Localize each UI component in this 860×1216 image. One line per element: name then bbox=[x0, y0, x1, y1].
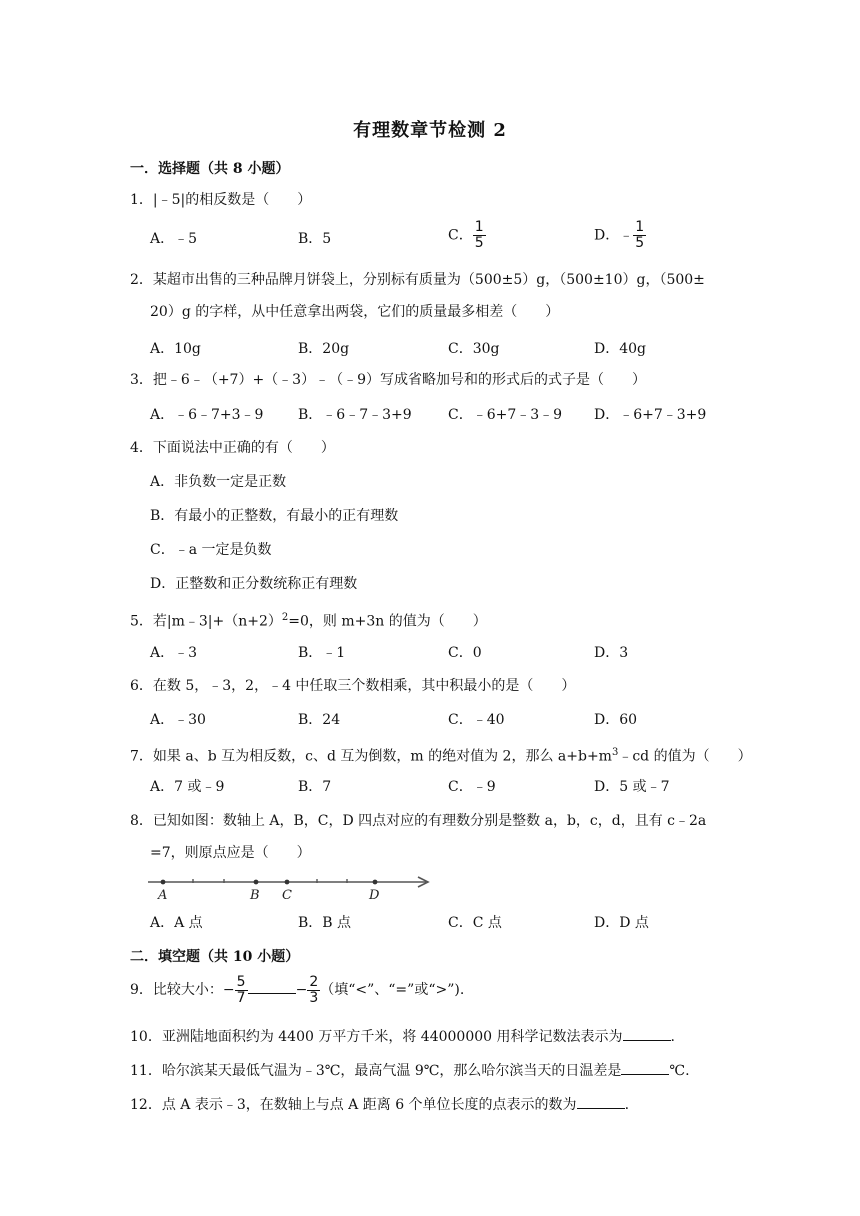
numerator: 1 bbox=[635, 219, 645, 235]
stem-end: . bbox=[624, 1097, 630, 1113]
option-b: B．﹣6﹣7﹣3+9 bbox=[298, 407, 412, 423]
option-a: A．﹣5 bbox=[150, 231, 198, 247]
point-d-label: D bbox=[369, 888, 380, 902]
option-d bbox=[594, 220, 646, 251]
question-7-stem bbox=[130, 743, 752, 767]
option-d: D．3 bbox=[594, 645, 629, 661]
question-2-line-2: 20）g 的字样，从中任意拿出两袋，它们的质量最多相差（ ） bbox=[150, 304, 560, 320]
option-c-prefix: C． bbox=[448, 227, 473, 244]
denominator: 5 bbox=[474, 235, 484, 251]
option-b: B．24 bbox=[298, 712, 341, 728]
question-11-stem bbox=[130, 1060, 690, 1081]
point-b-label: B bbox=[250, 888, 260, 902]
denominator: 7 bbox=[236, 989, 246, 1006]
question-8-line-1: 8．已知如图：数轴上 A，B，C，D 四点对应的有理数分别是整数 a，b，c，d，且有 c﹣2a bbox=[130, 813, 707, 829]
option-b: B．20g bbox=[298, 341, 350, 357]
question-5-stem bbox=[130, 608, 487, 632]
question-8-options bbox=[150, 912, 710, 934]
numerator: 2 bbox=[309, 973, 319, 990]
option-a: A．非负数一定是正数 bbox=[150, 474, 287, 490]
answer-blank[interactable] bbox=[623, 1026, 671, 1041]
question-1-options bbox=[150, 219, 710, 251]
denominator: 3 bbox=[309, 989, 319, 1006]
stem-text: 10．亚洲陆地面积约为 4400 万平方千米，将 44000000 用科学记数法表示为 bbox=[130, 1029, 623, 1045]
answer-blank[interactable] bbox=[248, 979, 296, 994]
option-c: C．0 bbox=[448, 645, 482, 661]
stem-end: . bbox=[670, 1029, 675, 1045]
numerator: 5 bbox=[236, 973, 246, 990]
option-c: C．﹣a 一定是负数 bbox=[150, 542, 272, 558]
fraction bbox=[633, 220, 646, 251]
stem-text: ﹣cd 的值为（ ） bbox=[618, 748, 752, 765]
section-heading-fill-in: 二．填空题（共 10 小题） bbox=[130, 949, 300, 965]
number-line-figure bbox=[146, 870, 436, 902]
option-c: C．﹣40 bbox=[448, 712, 505, 728]
minus-sign: − bbox=[222, 982, 235, 998]
question-4-stem: 4．下面说法中正确的有（ ） bbox=[130, 440, 335, 456]
option-a: A．A 点 bbox=[150, 915, 203, 931]
option-c: C．C 点 bbox=[448, 915, 502, 931]
question-1-stem: 1．|﹣5|的相反数是（ ） bbox=[130, 192, 312, 208]
question-10-stem bbox=[130, 1026, 675, 1047]
fraction-right bbox=[307, 975, 320, 1006]
question-3-options bbox=[150, 404, 710, 426]
stem-text: （填“<”、“=”或“>”). bbox=[320, 982, 465, 998]
option-a: A．﹣6﹣7+3﹣9 bbox=[150, 407, 264, 423]
denominator: 5 bbox=[635, 235, 645, 251]
minus-sign: − bbox=[295, 982, 308, 998]
option-c: C．30g bbox=[448, 341, 500, 357]
option-d: D．5 或﹣7 bbox=[594, 779, 670, 795]
stem-text: 11．哈尔滨某天最低气温为﹣3℃，最高气温 9℃，那么哈尔滨当天的日温差是 bbox=[130, 1063, 622, 1079]
exponent: 3 bbox=[611, 747, 619, 758]
option-b: B．5 bbox=[298, 231, 332, 247]
exponent: 2 bbox=[281, 612, 289, 623]
question-12-stem bbox=[130, 1094, 629, 1115]
page-title: 有理数章节检测 2 bbox=[353, 120, 507, 141]
question-8-line-2: =7，则原点应是（ ） bbox=[150, 845, 311, 861]
option-b: B．﹣1 bbox=[298, 645, 346, 661]
question-2-line-1: 2．某超市出售的三种品牌月饼袋上，分别标有质量为（500±5）g，（500±10）g，（500± bbox=[130, 272, 705, 288]
question-5-options bbox=[150, 642, 710, 664]
option-a: A．﹣3 bbox=[150, 645, 198, 661]
section-heading-choice: 一．选择题（共 8 小题） bbox=[130, 161, 290, 177]
answer-blank[interactable] bbox=[621, 1060, 669, 1075]
stem-text: =0，则 m+3n 的值为（ ） bbox=[288, 613, 487, 630]
option-b: B．B 点 bbox=[298, 915, 352, 931]
option-d: D．40g bbox=[594, 341, 647, 357]
option-a: A．﹣30 bbox=[150, 712, 206, 728]
stem-text: 7．如果 a、b 互为相反数，c、d 互为倒数，m 的绝对值为 2，那么 a+b+m bbox=[130, 748, 612, 765]
option-d: D．D 点 bbox=[594, 915, 649, 931]
stem-text: 9．比较大小： bbox=[130, 982, 223, 998]
option-d-prefix: D．﹣ bbox=[594, 227, 634, 244]
fraction-left bbox=[235, 975, 248, 1006]
point-d-dot bbox=[373, 880, 378, 885]
option-d: D．60 bbox=[594, 712, 638, 728]
point-a-dot bbox=[161, 880, 166, 885]
question-3-stem: 3．把﹣6﹣（+7）+（﹣3）﹣（﹣9）写成省略加号和的形式后的式子是（ ） bbox=[130, 372, 646, 388]
numerator: 1 bbox=[474, 219, 484, 235]
option-c: C．﹣9 bbox=[448, 779, 496, 795]
question-9-stem bbox=[130, 974, 464, 1006]
option-d: D．正整数和正分数统称正有理数 bbox=[150, 576, 358, 592]
option-a: A．10g bbox=[150, 341, 201, 357]
stem-text: 5．若|m﹣3|+（n+2） bbox=[130, 613, 282, 630]
fraction bbox=[473, 220, 486, 251]
point-c-dot bbox=[285, 880, 290, 885]
point-a-label: A bbox=[158, 888, 168, 902]
question-6-stem: 6．在数 5，﹣3，2，﹣4 中任取三个数相乘，其中积最小的是（ ） bbox=[130, 678, 576, 694]
option-c bbox=[448, 220, 486, 251]
answer-blank[interactable] bbox=[577, 1094, 625, 1109]
point-b-dot bbox=[254, 880, 259, 885]
option-c: C．﹣6+7﹣3﹣9 bbox=[448, 407, 563, 423]
stem-end: ℃. bbox=[669, 1063, 690, 1079]
question-7-options bbox=[150, 776, 710, 798]
option-d: D．﹣6+7﹣3+9 bbox=[594, 407, 707, 423]
option-a: A．7 或﹣9 bbox=[150, 779, 225, 795]
stem-text: 12．点 A 表示﹣3，在数轴上与点 A 距离 6 个单位长度的点表示的数为 bbox=[130, 1097, 577, 1113]
question-6-options bbox=[150, 709, 710, 731]
question-2-options bbox=[150, 338, 710, 360]
option-b: B．有最小的正整数，有最小的正有理数 bbox=[150, 508, 399, 524]
point-c-label: C bbox=[282, 888, 292, 902]
option-b: B．7 bbox=[298, 779, 332, 795]
